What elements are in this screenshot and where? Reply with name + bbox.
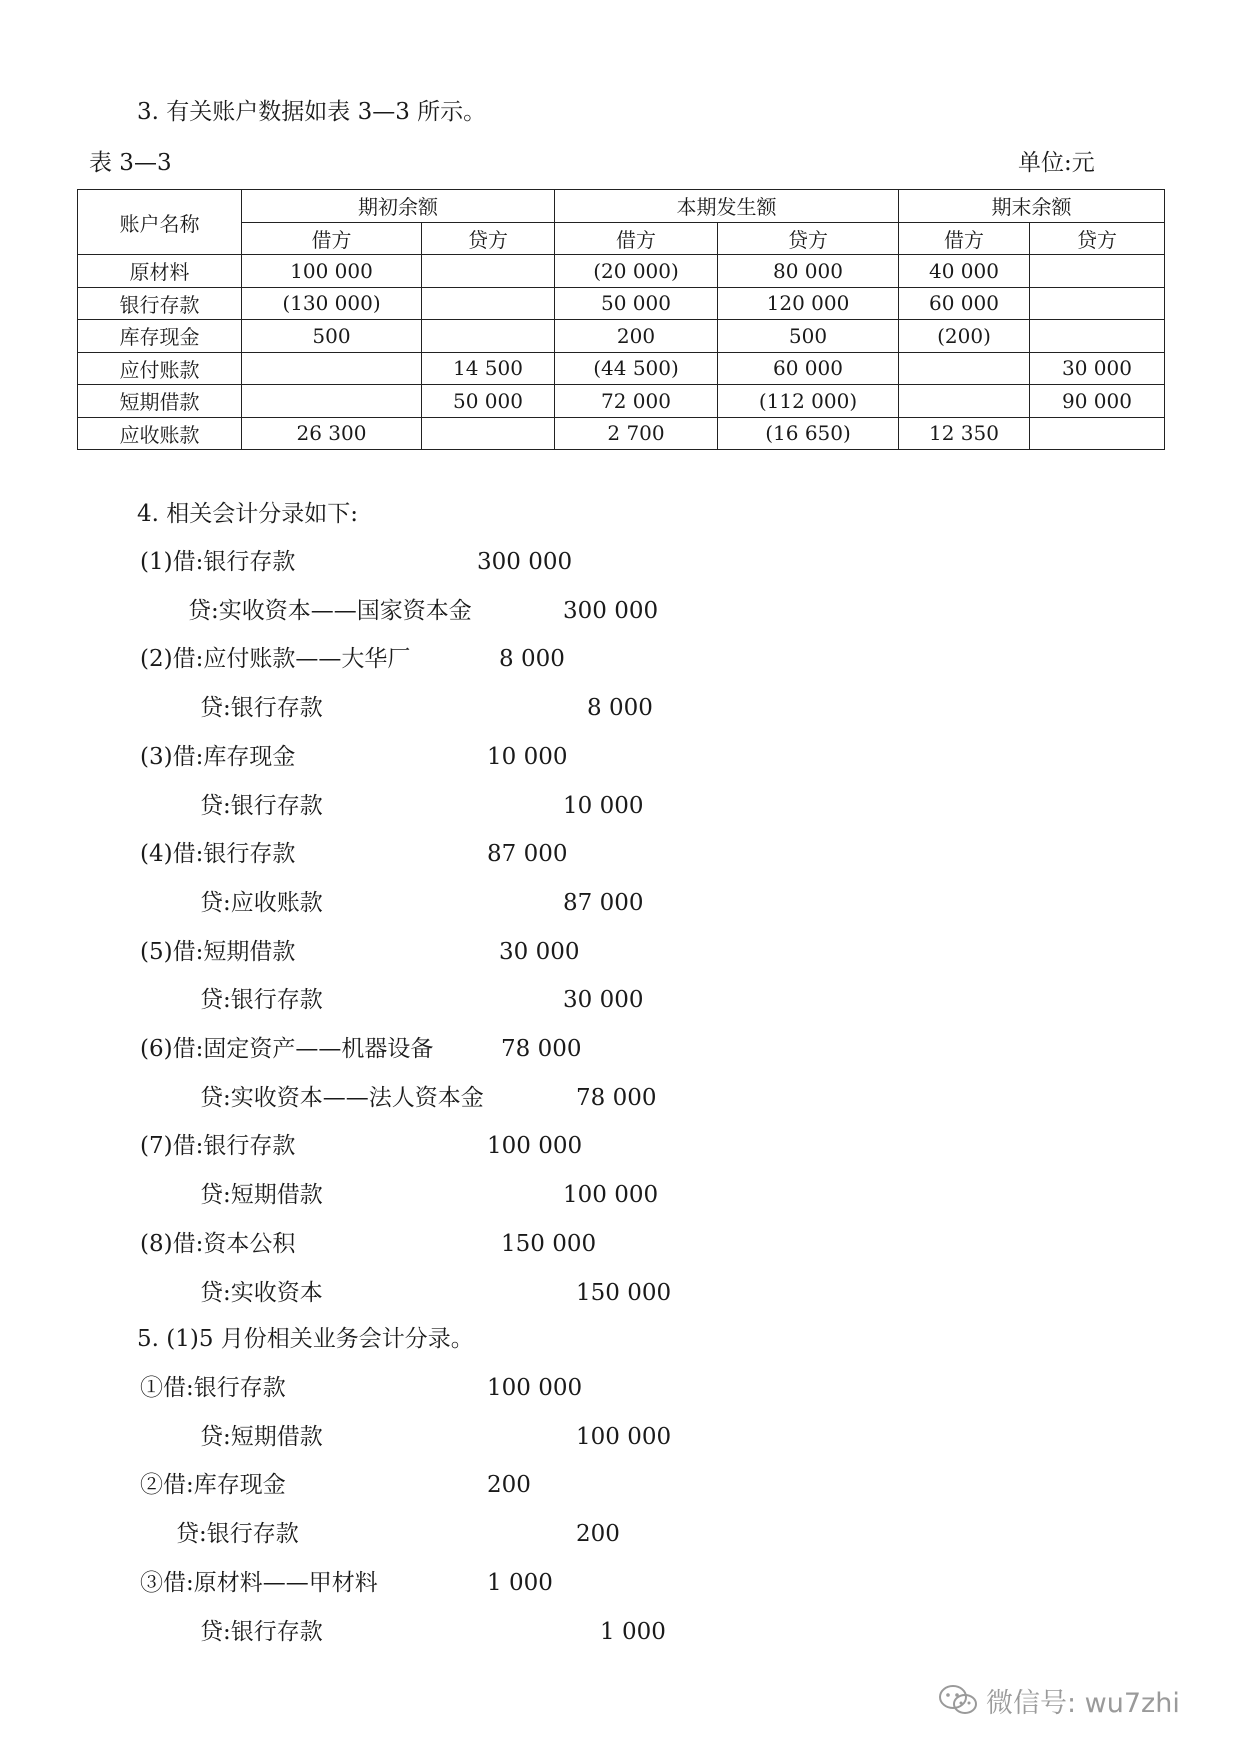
account-name-cell: 应收账款 — [78, 417, 242, 450]
table-row — [78, 385, 1165, 418]
header-debit: 借方 — [242, 222, 422, 255]
amount-cell — [422, 320, 555, 353]
credit-amount: 10 000 — [563, 792, 644, 819]
debit-line: (7)借:银行存款 — [140, 1133, 296, 1160]
amount-cell: 2 700 — [555, 417, 718, 450]
amount-cell: 80 000 — [718, 255, 899, 288]
header-closing-balance: 期末余额 — [899, 190, 1165, 223]
amount-cell: 50 000 — [555, 287, 718, 320]
amount-cell — [1030, 255, 1165, 288]
amount-cell: 500 — [242, 320, 422, 353]
credit-amount: 300 000 — [563, 597, 659, 624]
credit-amount: 100 000 — [576, 1423, 672, 1450]
credit-line: 贷:银行存款 — [200, 1618, 323, 1645]
table-row — [78, 417, 1165, 450]
debit-amount: 10 000 — [487, 743, 568, 770]
debit-line: (2)借:应付账款——大华厂 — [140, 646, 411, 673]
amount-cell: (130 000) — [242, 287, 422, 320]
amount-cell: (44 500) — [555, 352, 718, 385]
amount-cell: 90 000 — [1030, 385, 1165, 418]
amount-cell: 500 — [718, 320, 899, 353]
header-account-name: 账户名称 — [78, 190, 242, 255]
credit-line: 贷:银行存款 — [200, 792, 323, 819]
table-header-row — [78, 190, 1165, 223]
debit-amount: 87 000 — [487, 841, 568, 868]
amount-cell: (112 000) — [718, 385, 899, 418]
credit-line: 贷:短期借款 — [200, 1423, 323, 1450]
amount-cell — [899, 385, 1030, 418]
credit-amount: 78 000 — [576, 1084, 657, 1111]
credit-line: 贷:短期借款 — [200, 1182, 323, 1209]
amount-cell — [422, 417, 555, 450]
credit-line: 贷:银行存款 — [200, 695, 323, 722]
watermark-text: 微信号: wu7zhi — [986, 1687, 1180, 1719]
credit-line: 贷:应收账款 — [200, 889, 323, 916]
credit-line: 贷:银行存款 — [176, 1521, 299, 1548]
credit-amount: 87 000 — [563, 889, 644, 916]
table-caption: 表 3—3 — [89, 150, 172, 176]
header-credit: 贷方 — [718, 222, 899, 255]
debit-amount: 100 000 — [487, 1375, 583, 1401]
table-subheader-row — [78, 222, 1165, 255]
amount-cell: 100 000 — [242, 255, 422, 288]
debit-line: (1)借:银行存款 — [140, 549, 296, 575]
credit-amount: 100 000 — [563, 1182, 659, 1209]
amount-cell: (200) — [899, 320, 1030, 353]
amount-cell: 30 000 — [1030, 352, 1165, 385]
credit-amount: 1 000 — [600, 1618, 666, 1645]
amount-cell — [1030, 287, 1165, 320]
section5-title: 5. (1)5 月份相关业务会计分录。 — [137, 1326, 474, 1352]
amount-cell — [242, 385, 422, 418]
account-name-cell: 应付账款 — [78, 352, 242, 385]
debit-line: (6)借:固定资产——机器设备 — [140, 1036, 434, 1062]
debit-line: ②借:库存现金 — [140, 1472, 286, 1499]
debit-amount: 200 — [487, 1472, 531, 1499]
credit-amount: 8 000 — [587, 695, 653, 722]
table-row — [78, 287, 1165, 320]
watermark — [938, 1680, 1180, 1720]
table-unit: 单位:元 — [1018, 150, 1095, 176]
amount-cell — [422, 255, 555, 288]
amount-cell: 72 000 — [555, 385, 718, 418]
debit-line: ①借:银行存款 — [140, 1375, 286, 1401]
amount-cell: 12 350 — [899, 417, 1030, 450]
amount-cell: 60 000 — [899, 287, 1030, 320]
credit-line: 贷:实收资本——法人资本金 — [200, 1084, 484, 1111]
amount-cell: 120 000 — [718, 287, 899, 320]
amount-cell — [242, 352, 422, 385]
debit-line: ③借:原材料——甲材料 — [140, 1569, 378, 1596]
debit-amount: 8 000 — [499, 646, 565, 673]
debit-amount: 150 000 — [501, 1230, 597, 1257]
account-name-cell: 原材料 — [78, 255, 242, 288]
amount-cell: 50 000 — [422, 385, 555, 418]
debit-amount: 30 000 — [499, 938, 580, 965]
amount-cell — [1030, 320, 1165, 353]
debit-amount: 78 000 — [501, 1036, 582, 1062]
debit-line: (8)借:资本公积 — [140, 1230, 296, 1257]
credit-line: 贷:实收资本 — [200, 1279, 323, 1306]
credit-amount: 200 — [576, 1521, 620, 1548]
account-balance-table — [77, 189, 1165, 450]
amount-cell — [422, 287, 555, 320]
header-debit: 借方 — [555, 222, 718, 255]
debit-amount: 100 000 — [487, 1133, 583, 1160]
amount-cell: 60 000 — [718, 352, 899, 385]
table-row — [78, 255, 1165, 288]
debit-amount: 300 000 — [477, 549, 573, 575]
table-row — [78, 352, 1165, 385]
account-name-cell: 银行存款 — [78, 287, 242, 320]
section4-title: 4. 相关会计分录如下: — [137, 501, 359, 527]
section3-intro: 3. 有关账户数据如表 3—3 所示。 — [137, 99, 487, 125]
credit-line: 贷:实收资本——国家资本金 — [188, 597, 472, 624]
debit-line: (5)借:短期借款 — [140, 938, 296, 965]
amount-cell: 14 500 — [422, 352, 555, 385]
debit-line: (4)借:银行存款 — [140, 841, 296, 868]
credit-line: 贷:银行存款 — [200, 987, 323, 1014]
header-credit: 贷方 — [422, 222, 555, 255]
wechat-icon — [938, 1683, 978, 1717]
amount-cell: (20 000) — [555, 255, 718, 288]
amount-cell: (16 650) — [718, 417, 899, 450]
account-name-cell: 库存现金 — [78, 320, 242, 353]
amount-cell — [1030, 417, 1165, 450]
amount-cell: 26 300 — [242, 417, 422, 450]
header-opening-balance: 期初余额 — [242, 190, 555, 223]
table-row — [78, 320, 1165, 353]
account-name-cell: 短期借款 — [78, 385, 242, 418]
header-debit: 借方 — [899, 222, 1030, 255]
header-credit: 贷方 — [1030, 222, 1165, 255]
credit-amount: 150 000 — [576, 1279, 672, 1306]
amount-cell: 40 000 — [899, 255, 1030, 288]
header-current-amount: 本期发生额 — [555, 190, 899, 223]
debit-amount: 1 000 — [487, 1569, 553, 1596]
amount-cell: 200 — [555, 320, 718, 353]
credit-amount: 30 000 — [563, 987, 644, 1014]
debit-line: (3)借:库存现金 — [140, 743, 296, 770]
amount-cell — [899, 352, 1030, 385]
